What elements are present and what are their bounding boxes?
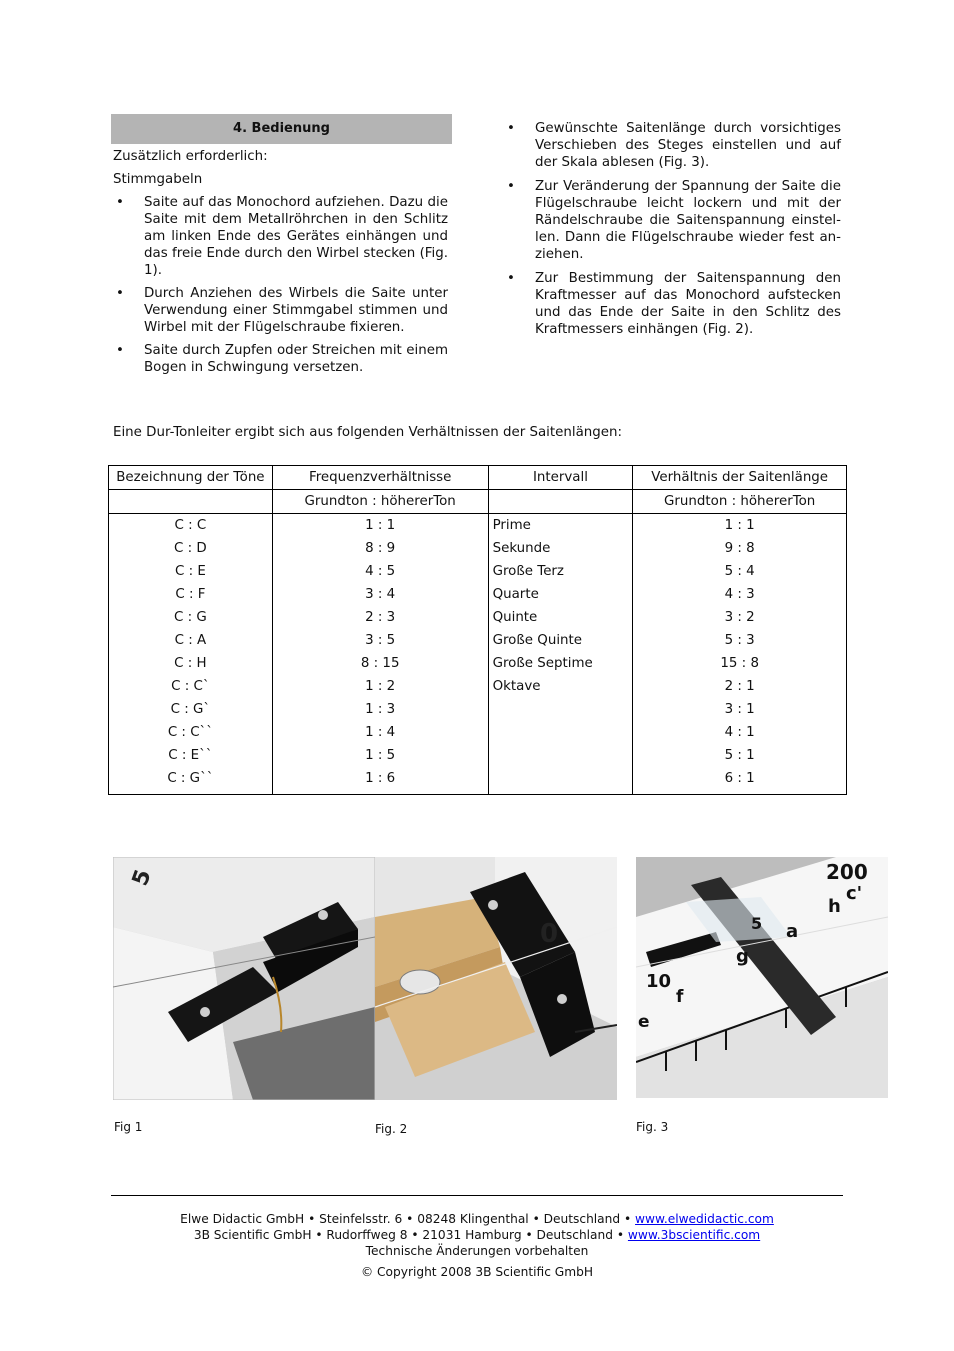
table-row bbox=[109, 675, 847, 698]
bullet-item: • Gewünschte Saitenlänge durch vorsichtiges Verschieben des Steges einstellen und auf der Skala ablesen (Fig. 3). bbox=[504, 120, 841, 171]
fig3-mark: f bbox=[676, 987, 684, 1007]
cell-length-ratio: 3 : 2 bbox=[633, 606, 847, 629]
cell-tone-name: C : A bbox=[109, 629, 273, 652]
cell-length-ratio: 4 : 1 bbox=[633, 721, 847, 744]
table-row bbox=[109, 629, 847, 652]
fig1-illustration bbox=[113, 857, 375, 1100]
fig2-illustration bbox=[375, 857, 617, 1100]
cell-tone-name: C : C bbox=[109, 514, 273, 538]
cell-frequency-ratio: 1 : 1 bbox=[272, 514, 488, 538]
cell-interval bbox=[488, 767, 633, 795]
cell-frequency-ratio: 1 : 5 bbox=[272, 744, 488, 767]
table-row bbox=[109, 652, 847, 675]
table-row bbox=[109, 537, 847, 560]
fig3-illustration bbox=[636, 857, 888, 1098]
footer-link-elwedidactic[interactable]: www.elwedidactic.com bbox=[635, 1212, 774, 1226]
cell-length-ratio: 2 : 1 bbox=[633, 675, 847, 698]
cell-interval bbox=[488, 698, 633, 721]
cell-tone-name: C : E`` bbox=[109, 744, 273, 767]
cell-frequency-ratio: 1 : 4 bbox=[272, 721, 488, 744]
right-column bbox=[504, 120, 841, 345]
footer-company-1: Elwe Didactic GmbH • Steinfelsstr. 6 • 08248 Klingenthal • Deutschland • bbox=[180, 1212, 636, 1226]
bullet-item: • Zur Veränderung der Spannung der Saite die Flügelschraube leicht lockern und mit der Rändelschraube die Saitenspannung einstel-len. Dann die Flügelschraube wieder fest an-ziehen. bbox=[504, 178, 841, 263]
fig3-mark: a bbox=[786, 921, 799, 942]
cell-interval: Sekunde bbox=[488, 537, 633, 560]
header-interval: Intervall bbox=[488, 466, 633, 490]
table-intro: Eine Dur-Tonleiter ergibt sich aus folgenden Verhältnissen der Saitenlängen: bbox=[113, 425, 623, 440]
footer-disclaimer: Technische Änderungen vorbehalten bbox=[365, 1244, 589, 1258]
cell-frequency-ratio: 3 : 4 bbox=[272, 583, 488, 606]
intro-required: Zusätzlich erforderlich: bbox=[113, 149, 268, 164]
cell-length-ratio: 5 : 3 bbox=[633, 629, 847, 652]
cell-tone-name: C : C` bbox=[109, 675, 273, 698]
cell-length-ratio: 5 : 1 bbox=[633, 744, 847, 767]
cell-length-ratio: 5 : 4 bbox=[633, 560, 847, 583]
fig3-mark: 10 bbox=[646, 971, 672, 992]
fig2-photo bbox=[375, 857, 617, 1100]
fig3-mark: 200 bbox=[826, 860, 868, 884]
right-bullet-list bbox=[504, 120, 841, 338]
fig3-mark: e bbox=[638, 1012, 650, 1032]
cell-interval: Oktave bbox=[488, 675, 633, 698]
cell-tone-name: C : C`` bbox=[109, 721, 273, 744]
table-row bbox=[109, 583, 847, 606]
cell-tone-name: C : G bbox=[109, 606, 273, 629]
left-bullet-list bbox=[113, 194, 448, 376]
table-row bbox=[109, 698, 847, 721]
table-body bbox=[109, 514, 847, 795]
footer-address-2 bbox=[0, 1227, 954, 1243]
footer-address-1 bbox=[0, 1211, 954, 1227]
fig1-scale-number: 5 bbox=[127, 866, 157, 890]
subheader-length-ratio: Grundton : höhererTon bbox=[633, 490, 847, 514]
intro-tuning-forks: Stimmgabeln bbox=[113, 172, 203, 187]
subheader-frequency-ratio: Grundton : höhererTon bbox=[272, 490, 488, 514]
fig2-caption: Fig. 2 bbox=[375, 1122, 408, 1136]
cell-interval: Quarte bbox=[488, 583, 633, 606]
fig3-mark: h bbox=[828, 896, 841, 917]
bullet-item: • Zur Bestimmung der Saitenspannung den Kraftmesser auf das Monochord aufstecken und das Ende der Saite in den Schlitz des Kraftmessers einhängen (Fig. 2). bbox=[504, 270, 841, 338]
table-row bbox=[109, 606, 847, 629]
bullet-item: • Saite auf das Monochord aufziehen. Dazu die Saite mit dem Metallröhrchen in den Schlitz am linken Ende des Gerätes einhängen und das freie Ende durch den Wirbel stecken (Fig. 1). bbox=[113, 194, 448, 279]
fig1-caption: Fig 1 bbox=[114, 1120, 143, 1134]
cell-frequency-ratio: 2 : 3 bbox=[272, 606, 488, 629]
header-tone-name: Bezeichnung der Töne bbox=[109, 466, 273, 490]
cell-frequency-ratio: 8 : 15 bbox=[272, 652, 488, 675]
table-row bbox=[109, 767, 847, 795]
section-heading: 4. Bedienung bbox=[111, 114, 452, 144]
fig3-mark: g bbox=[736, 946, 749, 967]
fig2-scale-number: 0 bbox=[540, 919, 559, 949]
cell-interval bbox=[488, 721, 633, 744]
cell-tone-name: C : G`` bbox=[109, 767, 273, 795]
cell-frequency-ratio: 4 : 5 bbox=[272, 560, 488, 583]
cell-interval: Prime bbox=[488, 514, 633, 538]
cell-length-ratio: 15 : 8 bbox=[633, 652, 847, 675]
cell-tone-name: C : E bbox=[109, 560, 273, 583]
scale-table bbox=[108, 465, 847, 795]
cell-interval: Große Quinte bbox=[488, 629, 633, 652]
table-row bbox=[109, 721, 847, 744]
fig3-caption: Fig. 3 bbox=[636, 1120, 669, 1134]
table-row bbox=[109, 514, 847, 538]
cell-interval: Große Septime bbox=[488, 652, 633, 675]
bullet-item: • Saite durch Zupfen oder Streichen mit einem Bogen in Schwingung versetzen. bbox=[113, 342, 448, 376]
fig3-mark: c' bbox=[846, 883, 863, 904]
cell-tone-name: C : H bbox=[109, 652, 273, 675]
cell-frequency-ratio: 1 : 2 bbox=[272, 675, 488, 698]
cell-length-ratio: 9 : 8 bbox=[633, 537, 847, 560]
footer-copyright: © Copyright 2008 3B Scientific GmbH bbox=[360, 1265, 594, 1279]
cell-length-ratio: 1 : 1 bbox=[633, 514, 847, 538]
table-row bbox=[109, 560, 847, 583]
header-frequency-ratio: Frequenzverhältnisse bbox=[272, 466, 488, 490]
header-length-ratio: Verhältnis der Saitenlänge bbox=[633, 466, 847, 490]
footer-company-2: 3B Scientific GmbH • Rudorffweg 8 • 21031 Hamburg • Deutschland • bbox=[193, 1228, 628, 1242]
cell-tone-name: C : D bbox=[109, 537, 273, 560]
cell-interval: Große Terz bbox=[488, 560, 633, 583]
cell-frequency-ratio: 1 : 3 bbox=[272, 698, 488, 721]
footer-link-3bscientific[interactable]: www.3bscientific.com bbox=[627, 1228, 761, 1242]
cell-frequency-ratio: 8 : 9 bbox=[272, 537, 488, 560]
fig3-mark: 5 bbox=[751, 914, 763, 933]
bullet-item: • Durch Anziehen des Wirbels die Saite unter Verwendung einer Stimmgabel stimmen und Wirbel mit der Flügelschraube fixieren. bbox=[113, 285, 448, 336]
cell-tone-name: C : G` bbox=[109, 698, 273, 721]
fig1-photo bbox=[113, 857, 375, 1100]
cell-length-ratio: 6 : 1 bbox=[633, 767, 847, 795]
cell-length-ratio: 3 : 1 bbox=[633, 698, 847, 721]
subheader-interval bbox=[488, 490, 633, 514]
footer-divider bbox=[111, 1195, 843, 1196]
cell-length-ratio: 4 : 3 bbox=[633, 583, 847, 606]
cell-frequency-ratio: 1 : 6 bbox=[272, 767, 488, 795]
fig3-photo bbox=[636, 857, 888, 1098]
left-column bbox=[113, 148, 448, 382]
table-row bbox=[109, 744, 847, 767]
cell-tone-name: C : F bbox=[109, 583, 273, 606]
cell-interval: Quinte bbox=[488, 606, 633, 629]
subheader-tone-name bbox=[109, 490, 273, 514]
cell-interval bbox=[488, 744, 633, 767]
cell-frequency-ratio: 3 : 5 bbox=[272, 629, 488, 652]
